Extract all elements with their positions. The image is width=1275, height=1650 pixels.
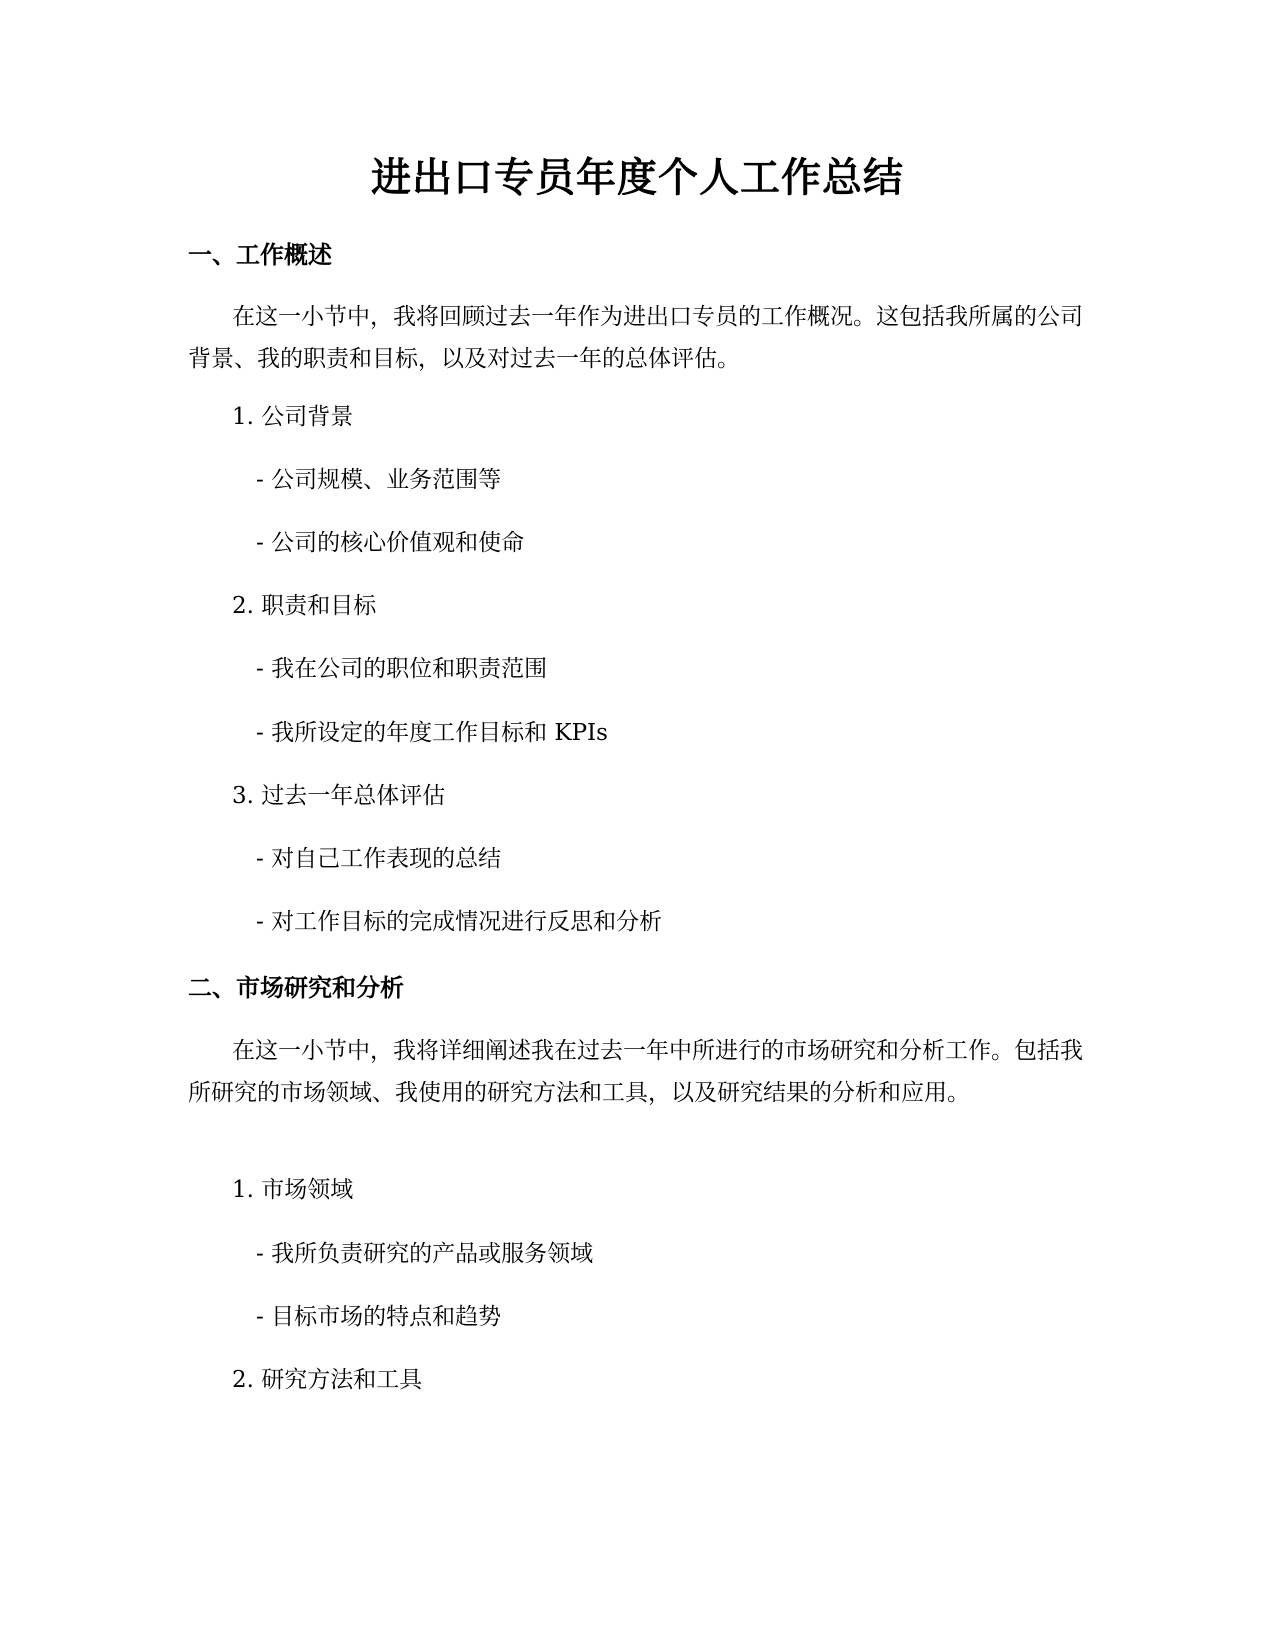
section-paragraph-market-research: 在这一小节中，我将详细阐述我在过去一年中所进行的市场研究和分析工作。包括我所研究的市场领域、我使用的研究方法和工具，以及研究结果的分析和应用。 bbox=[188, 1038, 1083, 1106]
sub-list-item: - 对自己工作表现的总结 bbox=[256, 846, 502, 872]
section-heading-market-research: 二、市场研究和分析 bbox=[188, 974, 404, 1002]
section-heading-overview: 一、工作概述 bbox=[188, 241, 332, 269]
document-title: 进出口专员年度个人工作总结 bbox=[371, 155, 904, 201]
sub-list-item: - 目标市场的特点和趋势 bbox=[256, 1304, 502, 1330]
sub-list-item: - 对工作目标的完成情况进行反思和分析 bbox=[256, 909, 663, 935]
section-paragraph-overview: 在这一小节中，我将回顾过去一年作为进出口专员的工作概况。这包括我所属的公司背景、我的职责和目标，以及对过去一年的总体评估。 bbox=[188, 304, 1083, 372]
sub-list-item: - 我在公司的职位和职责范围 bbox=[256, 656, 548, 682]
list-item: 2. 研究方法和工具 bbox=[232, 1367, 423, 1393]
sub-list-item: - 公司规模、业务范围等 bbox=[256, 467, 502, 493]
sub-list-item: - 公司的核心价值观和使命 bbox=[256, 530, 525, 556]
list-item: 2. 职责和目标 bbox=[232, 593, 377, 619]
sub-list-item: - 我所设定的年度工作目标和 KPIs bbox=[256, 720, 608, 746]
list-item: 1. 公司背景 bbox=[232, 404, 354, 430]
list-item: 1. 市场领域 bbox=[232, 1177, 354, 1203]
list-item: 3. 过去一年总体评估 bbox=[232, 783, 446, 809]
sub-list-item: - 我所负责研究的产品或服务领域 bbox=[256, 1241, 594, 1267]
